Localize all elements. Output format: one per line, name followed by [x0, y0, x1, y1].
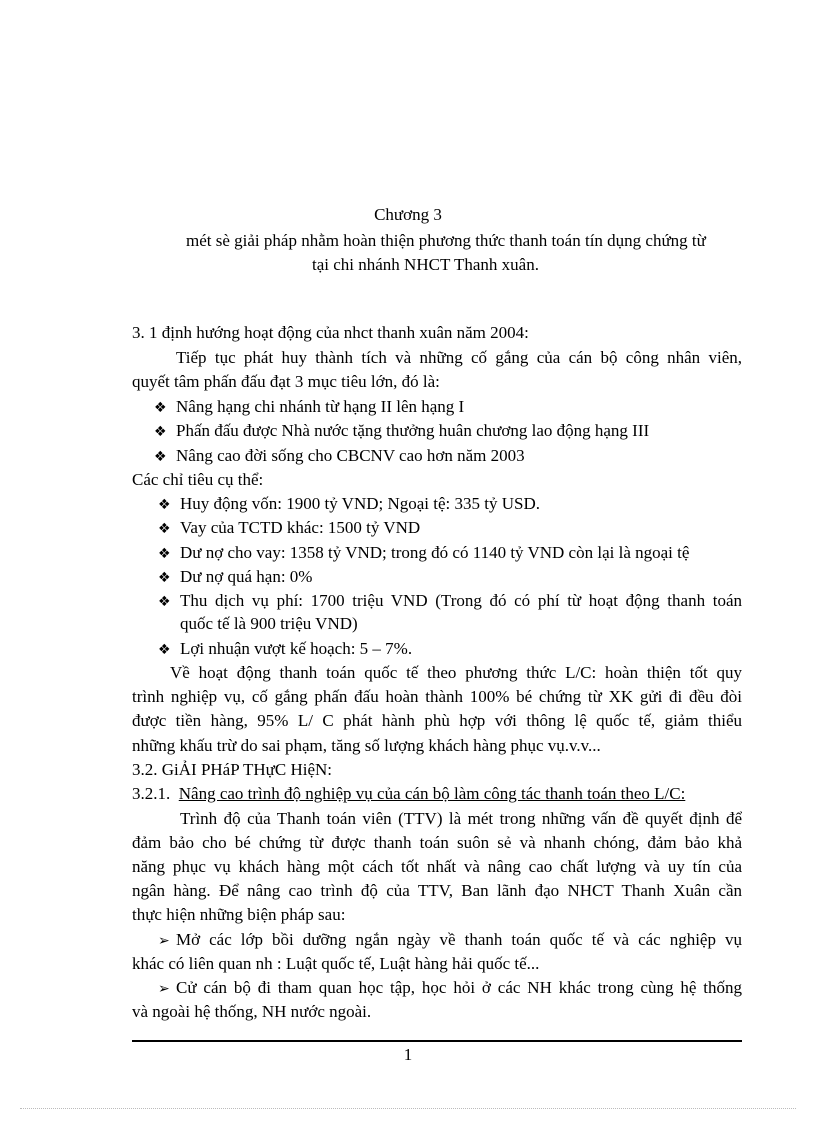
- targets-label: Các chỉ tiêu cụ thể:: [132, 470, 264, 489]
- measure-item-continuation: và ngoài hệ thống, NH nước ngoài.: [132, 1002, 372, 1021]
- subsection-3-2-1-heading: 3.2.1. Nâng cao trình độ nghiệp vụ của cán bộ làm công tác thanh toán theo L/C:: [132, 784, 686, 803]
- footer-rule: [132, 1040, 742, 1042]
- page-number: 1: [403, 1045, 413, 1064]
- diamond-bullet-icon: ❖: [158, 497, 171, 513]
- page-bottom-border: [20, 1108, 796, 1109]
- subsection-3-2-1-title: Nâng cao trình độ nghiệp vụ của cán bộ làm công tác thanh toán theo L/C:: [178, 784, 686, 803]
- target-item-continuation: quốc tế là 900 triệu VND): [180, 614, 358, 633]
- diamond-bullet-icon: ❖: [154, 424, 167, 440]
- target-item: ❖ Lợi nhuận vượt kế hoạch: 5 – 7%.: [158, 638, 412, 661]
- diamond-bullet-icon: ❖: [158, 521, 171, 537]
- diamond-bullet-icon: ❖: [158, 570, 171, 586]
- section-3-2-1-paragraph-line: ngân hàng. Để nâng cao trình độ của TTV, Ban lãnh đạo NHCT Thanh Xuân cần: [132, 881, 742, 900]
- section-3-2-heading: 3.2. GiẢI PHáP THựC HiệN:: [132, 760, 332, 779]
- section-3-2-1-paragraph-line: Trình độ của Thanh toán viên (TTV) là mét trong những vấn đề quyết định để: [180, 809, 742, 828]
- target-item: ❖ Thu dịch vụ phí: 1700 triệu VND (Trong đó có phí từ hoạt động thanh toán: [158, 590, 742, 613]
- section-3-2-1-paragraph-line: đảm bảo cho bé chứng từ được thanh toán suôn sẻ và nhanh chóng, đảm bảo khả: [132, 833, 742, 852]
- diamond-bullet-icon: ❖: [158, 594, 171, 610]
- diamond-bullet-icon: ❖: [158, 642, 171, 658]
- target-item: ❖ Huy động vốn: 1900 tỷ VND; Ngoại tệ: 335 tỷ USD.: [158, 493, 540, 516]
- section-3-2-1-paragraph-line: năng phục vụ khách hàng một cách tốt nhất và nâng cao chất lượng và uy tín của: [132, 857, 742, 876]
- chapter-number: Chương 3: [374, 205, 442, 224]
- intro-line-2: quyết tâm phấn đấu đạt 3 mục tiêu lớn, đó là:: [132, 372, 440, 391]
- target-item: ❖ Dư nợ cho vay: 1358 tỷ VND; trong đó có 1140 tỷ VND còn lại là ngoại tệ: [158, 542, 689, 565]
- goal-item: ❖ Nâng hạng chi nhánh từ hạng II lên hạng I: [154, 396, 464, 419]
- goal-item: ❖ Nâng cao đời sống cho CBCNV cao hơn năm 2003: [154, 445, 525, 468]
- lc-paragraph-line: trình nghiệp vụ, cố gắng phấn đấu hoàn thành 100% bé chứng từ XK gửi đi đều đòi: [132, 687, 742, 706]
- lc-paragraph-line: Về hoạt động thanh toán quốc tế theo phương thức L/C: hoàn thiện tốt quy: [170, 663, 742, 682]
- diamond-bullet-icon: ❖: [158, 546, 171, 562]
- lc-paragraph-line: những khấu trừ do sai phạm, tăng số lượng khách hàng phục vụ.v.v...: [132, 736, 601, 755]
- measure-item: ➢ Cử cán bộ đi tham quan học tập, học hỏi ở các NH khác trong cùng hệ thống: [158, 977, 742, 1000]
- section-3-1-heading: 3. 1 định hướng hoạt động của nhct thanh xuân năm 2004:: [132, 323, 529, 342]
- measure-item: ➢ Mở các lớp bồi dưỡng ngắn ngày về thanh toán quốc tế và các nghiệp vụ: [158, 929, 742, 952]
- intro-line-1: Tiếp tục phát huy thành tích và những cố gắng của cán bộ công nhân viên,: [176, 348, 742, 367]
- chapter-title-line2: tại chi nhánh NHCT Thanh xuân.: [312, 255, 539, 274]
- goal-item: ❖ Phấn đấu được Nhà nước tặng thưởng huân chương lao động hạng III: [154, 420, 649, 443]
- diamond-bullet-icon: ❖: [154, 400, 167, 416]
- section-3-2-1-paragraph-line: thực hiện những biện pháp sau:: [132, 905, 346, 924]
- measure-item-continuation: khác có liên quan nh : Luật quốc tế, Luật hàng hải quốc tế...: [132, 954, 540, 973]
- diamond-bullet-icon: ❖: [154, 449, 167, 465]
- lc-paragraph-line: được tiền hàng, 95% L/ C phát hành phù hợp với thông lệ quốc tế, giảm thiểu: [132, 711, 742, 730]
- target-item: ❖ Vay của TCTD khác: 1500 tỷ VND: [158, 517, 420, 540]
- arrow-bullet-icon: ➢: [158, 981, 170, 997]
- arrow-bullet-icon: ➢: [158, 933, 170, 949]
- chapter-title-line1: mét sè giải pháp nhằm hoàn thiện phương thức thanh toán tín dụng chứng từ: [186, 231, 706, 250]
- target-item: ❖ Dư nợ quá hạn: 0%: [158, 566, 312, 589]
